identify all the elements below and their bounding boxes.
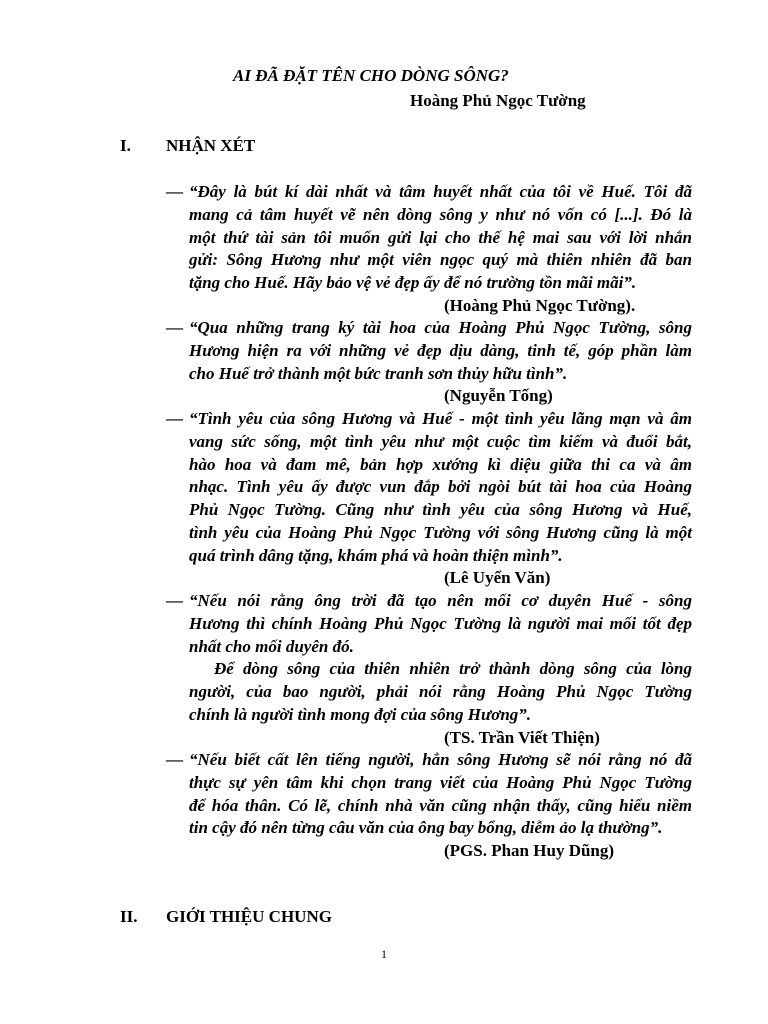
- quote-block-4: [166, 590, 692, 749]
- quote-block-5: [166, 749, 692, 863]
- quote-dash: —: [166, 591, 183, 610]
- document-title: AI ĐÃ ĐẶT TÊN CHO DÒNG SÔNG?: [233, 66, 509, 85]
- quote-dash: —: [166, 750, 183, 769]
- quote-line: người, của bao người, phải nói rằng Hoàng Phủ Ngọc Tường: [189, 682, 692, 701]
- quote-block-3: [166, 408, 692, 590]
- quote-line: cho Huế trở thành một bức tranh sơn thủy hữu tình”.: [189, 363, 568, 383]
- quote-line: “Qua những trang ký tài hoa của Hoàng Phủ Ngọc Tường, sông: [189, 318, 692, 337]
- section-title: GIỚI THIỆU CHUNG: [166, 907, 332, 926]
- quote-attribution: (Hoàng Phủ Ngọc Tường).: [444, 295, 636, 315]
- section-number: II.: [120, 907, 138, 926]
- quote-line: Để dòng sông của thiên nhiên trở thành dòng sông của lòng: [214, 659, 692, 679]
- quote-attribution: (PGS. Phan Huy Dũng): [444, 841, 615, 860]
- quote-line: “Nếu nói rằng ông trời đã tạo nên mối cơ duyên Huế - sông: [189, 591, 692, 610]
- quote-line: thực sự yên tâm khi chọn trang viết của Hoàng Phủ Ngọc Tường: [189, 772, 692, 792]
- quote-attribution: (Lê Uyển Văn): [444, 568, 551, 588]
- quote-line: Phủ Ngọc Tường. Cũng như tình yêu của sông Hương và Huế,: [189, 500, 692, 519]
- section-heading-1: [120, 136, 255, 156]
- quote-attribution: (Nguyễn Tống): [444, 386, 553, 406]
- quote-line: hào hoa và đam mê, bản hợp xướng kì diệu giữa thi ca và âm: [189, 454, 692, 474]
- quote-line: “Tình yêu của sông Hương và Huế - một tình yêu lãng mạn và âm: [189, 409, 692, 428]
- quote-line: một thứ tài sản tôi muốn gửi lại cho thế hệ mai sau với lời nhắn: [189, 227, 692, 247]
- document-author: Hoàng Phủ Ngọc Tường: [410, 91, 586, 110]
- quote-line: nhất cho mối duyên đó.: [189, 636, 354, 656]
- quote-line: “Nếu biết cất lên tiếng người, hẳn sông Hương sẽ nói rằng nó đã: [189, 750, 692, 769]
- quote-line: quá trình dâng tặng, khám phá và hoàn thiện mình”.: [189, 545, 563, 565]
- quote-dash: —: [166, 409, 183, 428]
- quote-line: Hương hiện ra với những vẻ đẹp dịu dàng, tinh tế, góp phần làm: [189, 340, 692, 360]
- quote-block-1: [166, 181, 692, 318]
- quote-dash: —: [166, 182, 183, 201]
- quote-line: “Đây là bút kí dài nhất và tâm huyết nhất của tôi về Huế. Tôi đã: [189, 182, 692, 201]
- section-title: NHẬN XÉT: [166, 136, 256, 155]
- quote-line: để hóa thân. Có lẽ, chính nhà văn cũng nhận thấy, cũng hiểu niềm: [189, 795, 692, 815]
- section-number: I.: [120, 136, 131, 155]
- quote-line: tặng cho Huế. Hãy bảo vệ vẻ đẹp ấy để nó trường tồn mãi mãi”.: [189, 273, 637, 292]
- quote-attribution: (TS. Trần Viết Thiện): [444, 727, 600, 747]
- quote-line: Hương thì chính Hoàng Phủ Ngọc Tường là người mai mối tốt đẹp: [189, 613, 692, 633]
- quote-line: vang sức sống, một tình yêu như một cuộc tìm kiếm và đuổi bắt,: [189, 431, 692, 451]
- quote-block-2: [166, 317, 692, 408]
- quote-line: mang cả tâm huyết vẽ nên dòng sông y như nó vốn có [...]. Đó là: [189, 204, 692, 224]
- quote-line: chính là người tình mong đợi của sông Hương”.: [189, 704, 532, 724]
- quote-line: nhạc. Tình yêu ấy được vun đắp bởi ngòi bút tài hoa của Hoàng: [189, 477, 692, 497]
- quote-line: gửi: Sông Hương như một viên ngọc quý mà thiên nhiên đã ban: [189, 250, 692, 270]
- quote-line: tin cậy đó nên từng câu văn của ông bay bổng, diễm ảo lạ thường”.: [189, 818, 663, 838]
- page-number: 1: [381, 947, 387, 961]
- quote-line: tình yêu của Hoàng Phủ Ngọc Tường với sông Hương cũng là một: [189, 522, 692, 542]
- quote-dash: —: [166, 318, 183, 337]
- section-heading-2: [120, 907, 332, 927]
